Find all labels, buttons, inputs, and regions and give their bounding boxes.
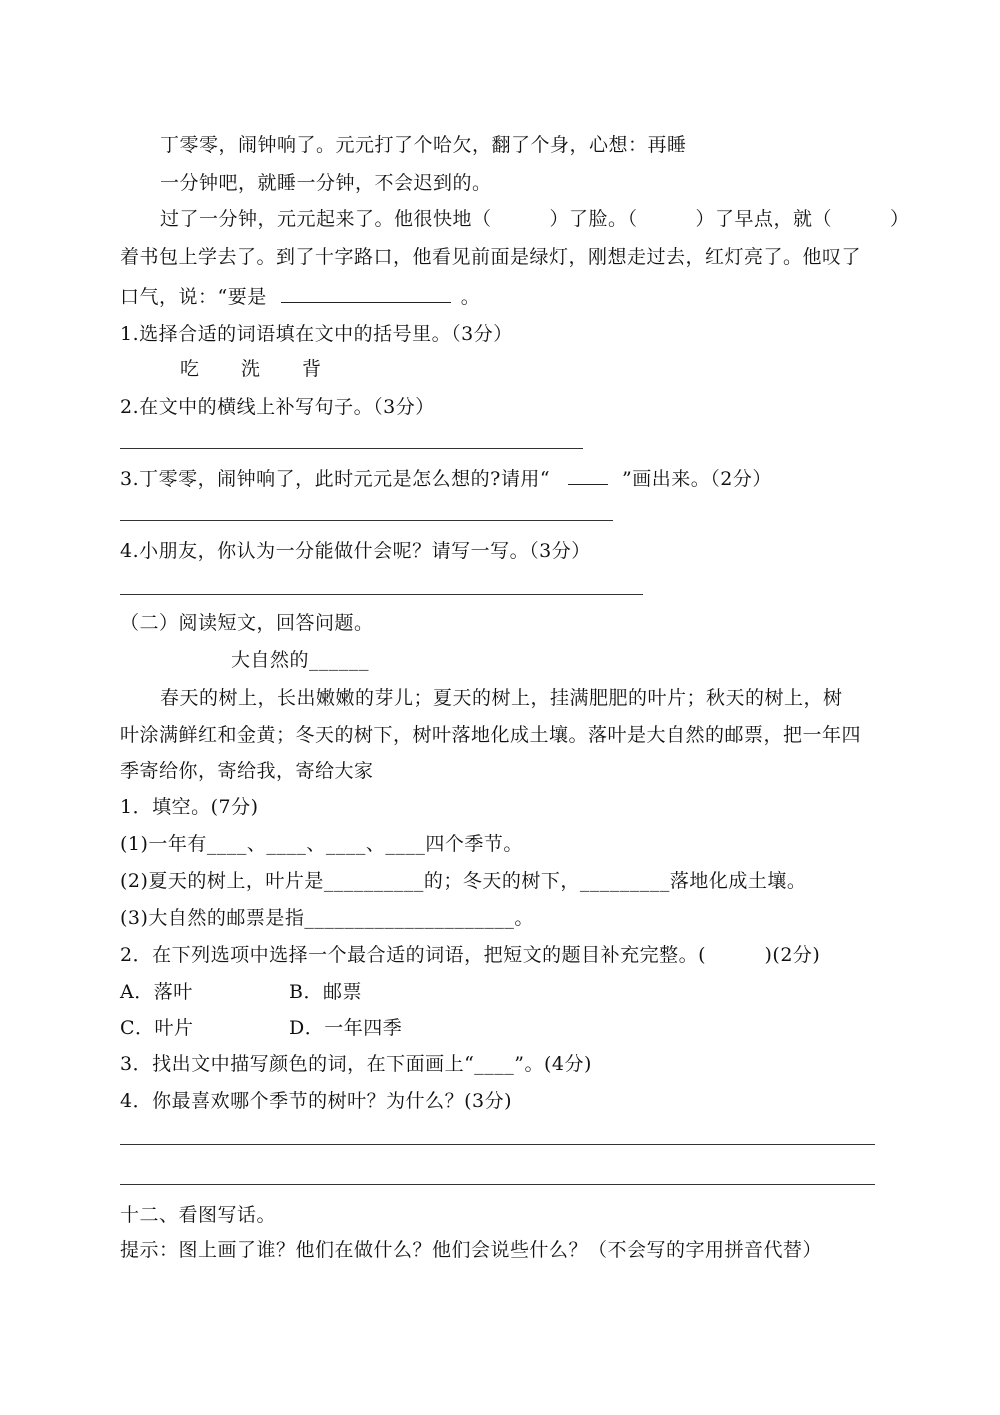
question-3-part-2: ”画出来。（2分） [622, 468, 772, 490]
part2-question-1-2: (2)夏天的树上，叶片是__________的；冬天的树下，_________落地化成土壤。 [120, 870, 807, 892]
section12-heading: 十二、看图写话。 [120, 1204, 277, 1226]
story-line-3-part-3: ）了早点，就（ [695, 208, 833, 230]
question-2: 2.在文中的横线上补写句子。（3分） [120, 396, 435, 418]
option-a: A．落叶 [120, 981, 193, 1003]
option-d: D．一年四季 [289, 1017, 403, 1039]
passage-line-3: 季寄给你，寄给我，寄给大家 [120, 760, 374, 782]
part2-question-3: 3．找出文中描写颜色的词，在下面画上“____”。(4分) [120, 1053, 592, 1075]
option-c: C．叶片 [120, 1017, 194, 1039]
story-line-3 [160, 207, 910, 231]
story-line-3-part-2: ）了脸。（ [549, 208, 638, 230]
story-line-2: 一分钟吧，就睡一分钟，不会迟到的。 [160, 172, 492, 194]
part2-question-1-1: (1)一年有____、____、____、____四个季节。 [120, 833, 523, 855]
underline-sample [568, 466, 608, 485]
part2-question-2: 2．在下列选项中选择一个最合适的词语，把短文的题目补充完整。( )(2分) [120, 944, 821, 966]
question-3 [120, 466, 772, 491]
section12-hint: 提示：图上画了谁？他们在做什么？他们会说些什么？（不会写的字用拼音代替） [120, 1239, 823, 1261]
option-b: B．邮票 [289, 981, 362, 1003]
answer-line-q2[interactable] [120, 448, 583, 449]
question-3-part-1: 3.丁零零，闹钟响了，此时元元是怎么想的?请用“ [120, 468, 551, 490]
answer-line-part2-q4-2[interactable] [120, 1184, 875, 1185]
story-line-5 [120, 284, 480, 309]
story-answer-blank[interactable] [281, 284, 451, 303]
answer-line-q3[interactable] [120, 520, 613, 521]
question-4: 4.小朋友，你认为一分能做什会呢？请写一写。（3分） [120, 540, 591, 562]
word-choice-3: 背 [302, 358, 322, 380]
word-choice-2: 洗 [241, 358, 261, 380]
part2-question-1-3: (3)大自然的邮票是指_____________________。 [120, 907, 534, 929]
story-line-5-part-1: 口气，说：“要是 [120, 286, 267, 308]
passage-line-2: 叶涂满鲜红和金黄；冬天的树下，树叶落地化成土壤。落叶是大自然的邮票，把一年四 [120, 724, 862, 746]
part2-question-1: 1．填空。(7分) [120, 796, 259, 818]
passage-line-1: 春天的树上，长出嫩嫩的芽儿；夏天的树上，挂满肥肥的叶片；秋天的树上，树 [160, 687, 843, 709]
story-line-1: 丁零零，闹钟响了。元元打了个哈欠，翻了个身，心想：再睡 [160, 134, 687, 156]
story-line-4: 着书包上学去了。到了十字路口，他看见前面是绿灯，刚想走过去，红灯亮了。他叹了 [120, 246, 862, 268]
story-line-5-part-2: 。 [460, 286, 481, 308]
answer-line-q4[interactable] [120, 594, 643, 595]
question-1: 1.选择合适的词语填在文中的括号里。（3分） [120, 323, 513, 345]
part2-question-4: 4．你最喜欢哪个季节的树叶？为什么？(3分) [120, 1090, 513, 1112]
part2-heading: （二）阅读短文，回答问题。 [120, 612, 374, 634]
story-line-3-part-4: ） [890, 208, 910, 230]
word-choice-1: 吃 [180, 358, 200, 380]
story-line-3-part-1: 过了一分钟，元元起来了。他很快地（ [160, 208, 492, 230]
passage-title: 大自然的______ [231, 649, 370, 671]
answer-line-part2-q4-1[interactable] [120, 1144, 875, 1145]
